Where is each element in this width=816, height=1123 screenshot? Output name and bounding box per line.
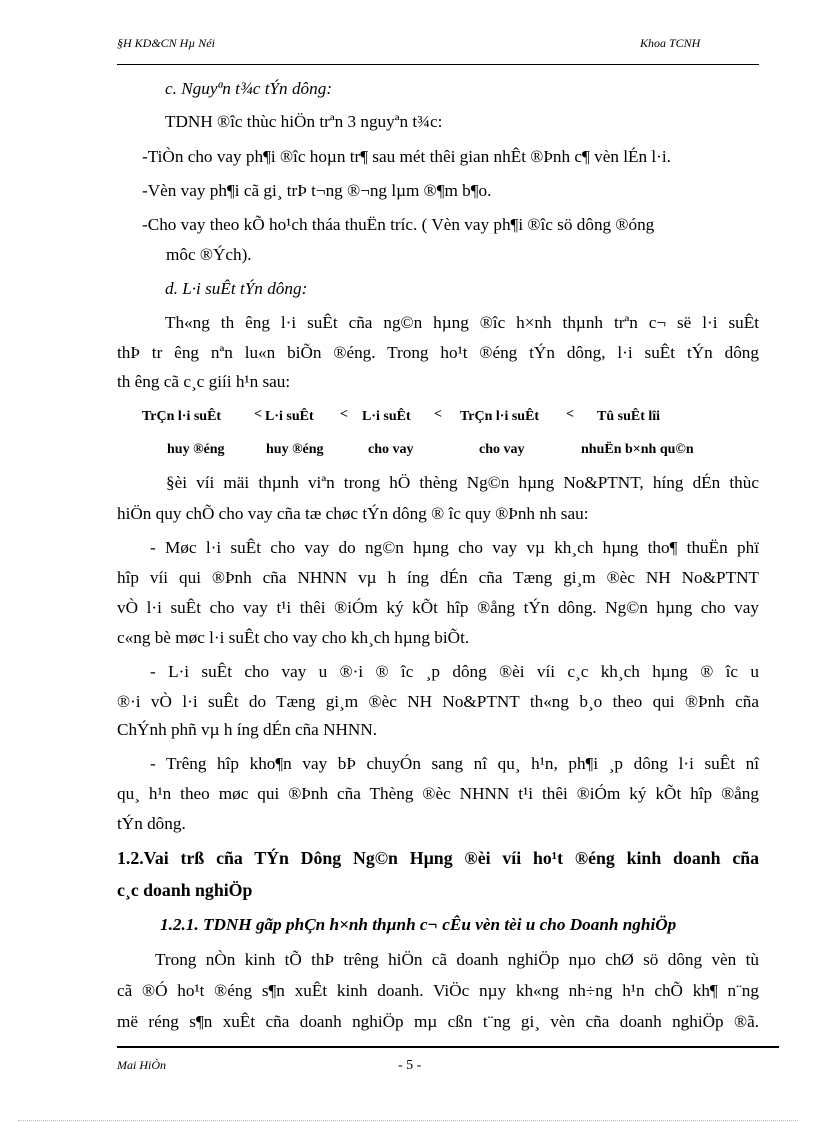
bullet-text: Cho vay theo kÕ ho¹ch tháa thuËn tríc. ( Vèn vay ph¶i ®îc sö dông ®óng bbox=[147, 215, 655, 234]
footer-rule bbox=[117, 1046, 779, 1048]
rate-less-than: < bbox=[434, 407, 442, 422]
footer-author: Mai HiÒn bbox=[117, 1058, 166, 1072]
rate-cell: huy ®éng bbox=[167, 442, 225, 457]
rate-cell: Tû suÊt lîi bbox=[597, 409, 661, 424]
paragraph-line: c«ng bè møc l·i suÊt cho vay cho kh¸ch hµng biÕt. bbox=[117, 628, 470, 647]
rate-cell: huy ®éng bbox=[266, 442, 324, 457]
paragraph-line: tÝn dông. bbox=[117, 814, 186, 833]
bullet-text: TiÒn cho vay ph¶i ®îc hoµn tr¶ sau mét thêi gian nhÊt ®Þnh c¶ vèn lÉn l·i. bbox=[147, 147, 671, 166]
bullet-item bbox=[142, 214, 760, 236]
paragraph-line: Trong nÒn kinh tÕ thÞ trêng hiÖn cã doanh nghiÖp nµo chØ sö dông vèn tù bbox=[155, 950, 759, 969]
rate-less-than: < bbox=[566, 407, 574, 422]
rate-less-than: < bbox=[340, 407, 348, 422]
section-heading-d: d. L·i suÊt tÝn dông: bbox=[165, 279, 308, 298]
paragraph-line: TDNH ®îc thùc hiÖn trªn 3 nguyªn t¾c: bbox=[165, 112, 443, 131]
bullet-text: Vèn vay ph¶i cã gi¸ trÞ t¬ng ®¬ng lµm ®¶m b¶o. bbox=[147, 181, 492, 200]
rate-cell: nhuËn b×nh qu©n bbox=[581, 442, 694, 457]
paragraph-line: hiÖn quy chÕ cho vay cña tæ chøc tÝn dông ® îc quy ®Þnh nh sau: bbox=[117, 504, 589, 523]
rate-cell: cho vay bbox=[368, 442, 414, 457]
section-heading-c: c. Nguyªn t¾c tÝn dông: bbox=[165, 79, 333, 98]
paragraph-line: - Trêng hîp kho¶n vay bÞ chuyÓn sang nî qu¸ h¹n, ph¶i ¸p dông l·i suÊt nî bbox=[150, 754, 759, 773]
paragraph-line: §èi víi mäi thµnh viªn trong hÖ thèng Ng©n hµng No&PTNT, híng dÉn thùc bbox=[166, 473, 759, 492]
paragraph-line: qu¸ h¹n theo møc qui ®Þnh cña Thèng ®èc NHNN t¹i thêi ®iÓm ký kÕt hîp ®ång bbox=[117, 784, 759, 803]
bullet-item bbox=[142, 180, 760, 202]
rate-cell: L·i suÊt bbox=[362, 409, 411, 424]
header-rule bbox=[117, 64, 759, 65]
rate-cell: TrÇn l·i suÊt bbox=[142, 409, 222, 424]
paragraph-line: ®·i vÒ l·i suÊt do Tæng gi¸m ®èc NH No&PTNT th«ng b¸o theo qui ®Þnh cña bbox=[117, 692, 759, 711]
paragraph-line: - L·i suÊt cho vay u ®·i ® îc ¸p dông ®èi víi c¸c kh¸ch hµng ® îc u bbox=[150, 662, 759, 681]
page-number: - 5 - bbox=[398, 1058, 422, 1073]
rate-cell: cho vay bbox=[479, 442, 525, 457]
paragraph-line: thÞ tr êng nªn lu«n biÕn ®éng. Trong ho¹t ®éng tÝn dông, l·i suÊt tÝn dông bbox=[117, 343, 759, 362]
paragraph-line: vÒ l·i suÊt cho vay t¹i thêi ®iÓm ký kÕt hîp ®ång tÝn dông. Ng©n hµng cho vay bbox=[117, 598, 759, 617]
section-heading-1-2-cont: c¸c doanh nghiÖp bbox=[117, 880, 253, 900]
rate-cell: L·i suÊt bbox=[265, 409, 314, 424]
paragraph-line: hîp víi qui ®Þnh cña NHNN vµ h íng dÉn cña Tæng gi¸m ®èc NH No&PTNT bbox=[117, 568, 759, 587]
subsection-heading-1-2-1: 1.2.1. TDNH gãp phÇn h×nh thµnh c¬ cÊu vèn tèi u cho Doanh nghiÖp bbox=[160, 915, 677, 934]
section-heading-1-2: 1.2.Vai trß cña TÝn Dông Ng©n Hµng ®èi víi ho¹t ®éng kinh doanh cña bbox=[117, 848, 759, 868]
bullet-item bbox=[142, 146, 760, 168]
paragraph-line: cã ®Ó ho¹t ®éng s¶n xuÊt kinh doanh. ViÖc nµy kh«ng nh÷ng h¹n chÕ kh¶ n¨ng bbox=[117, 981, 759, 1000]
rate-cell: TrÇn l·i suÊt bbox=[460, 409, 540, 424]
paragraph-line: më réng s¶n xuÊt cña doanh nghiÖp mµ cßn t¨ng gi¸ vèn cña doanh nghiÖp ®ã. bbox=[117, 1012, 759, 1031]
header-right: Khoa TCNH bbox=[640, 36, 701, 50]
paragraph-line: ChÝnh phñ vµ h íng dÉn cña NHNN. bbox=[117, 720, 378, 739]
bullet-dash: - bbox=[142, 181, 148, 200]
paragraph-line: môc ®Ých). bbox=[166, 245, 252, 264]
bullet-dash: - bbox=[142, 215, 148, 234]
paragraph-line: - Møc l·i suÊt cho vay do ng©n hµng cho vay vµ kh¸ch hµng tho¶ thuËn phï bbox=[150, 538, 759, 557]
paragraph-line: th êng cã c¸c giíi h¹n sau: bbox=[117, 372, 291, 391]
bullet-dash: - bbox=[142, 147, 148, 166]
page-boundary bbox=[18, 1120, 798, 1121]
header-left: §H KD&CN Hµ Néi bbox=[117, 36, 215, 50]
rate-less-than: < bbox=[254, 407, 262, 422]
paragraph-line: Th«ng th êng l·i suÊt cña ng©n hµng ®îc h×nh thµnh trªn c¬ së l·i suÊt bbox=[165, 313, 759, 332]
